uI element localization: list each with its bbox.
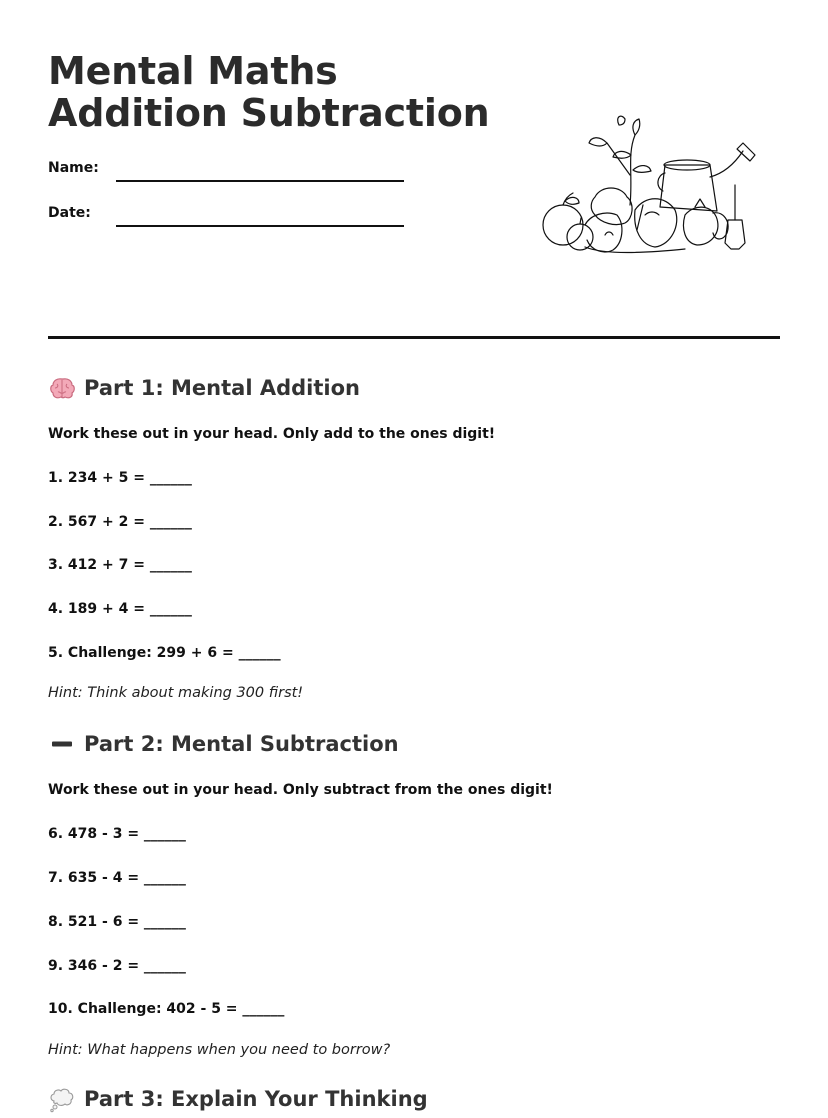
part1-instruction: Work these out in your head. Only add to the ones digit! <box>48 426 496 442</box>
thought-bubble-icon <box>48 1085 76 1113</box>
worksheet-title: Mental Maths Addition Subtraction <box>48 49 490 135</box>
part3-heading <box>48 1085 428 1113</box>
part2-heading-text: Part 2: Mental Subtraction <box>84 732 399 756</box>
question-3: 3. 412 + 7 = ______ <box>48 557 192 573</box>
question-1: 1. 234 + 5 = ______ <box>48 470 192 486</box>
part3-heading-text: Part 3: Explain Your Thinking <box>84 1087 428 1111</box>
question-2: 2. 567 + 2 = ______ <box>48 514 192 530</box>
minus-icon <box>48 730 76 758</box>
name-label: Name: <box>48 160 99 176</box>
part2-instruction: Work these out in your head. Only subtract from the ones digit! <box>48 782 553 798</box>
date-label: Date: <box>48 205 91 221</box>
brain-icon <box>48 374 76 402</box>
part2-heading <box>48 730 399 758</box>
part1-heading <box>48 374 360 402</box>
part1-hint: Hint: Think about making 300 first! <box>48 685 304 701</box>
part1-heading-text: Part 1: Mental Addition <box>84 376 360 400</box>
question-10: 10. Challenge: 402 - 5 = ______ <box>48 1001 285 1017</box>
garden-vegetables-watering-can-icon <box>535 115 760 260</box>
question-6: 6. 478 - 3 = ______ <box>48 826 186 842</box>
question-9: 9. 346 - 2 = ______ <box>48 958 186 974</box>
section-divider <box>48 336 780 339</box>
question-5: 5. Challenge: 299 + 6 = ______ <box>48 645 281 661</box>
question-7: 7. 635 - 4 = ______ <box>48 870 186 886</box>
question-8: 8. 521 - 6 = ______ <box>48 914 186 930</box>
question-4: 4. 189 + 4 = ______ <box>48 601 192 617</box>
name-field-line[interactable] <box>116 180 404 182</box>
date-field-line[interactable] <box>116 225 404 227</box>
part2-hint: Hint: What happens when you need to borrow? <box>48 1042 391 1058</box>
